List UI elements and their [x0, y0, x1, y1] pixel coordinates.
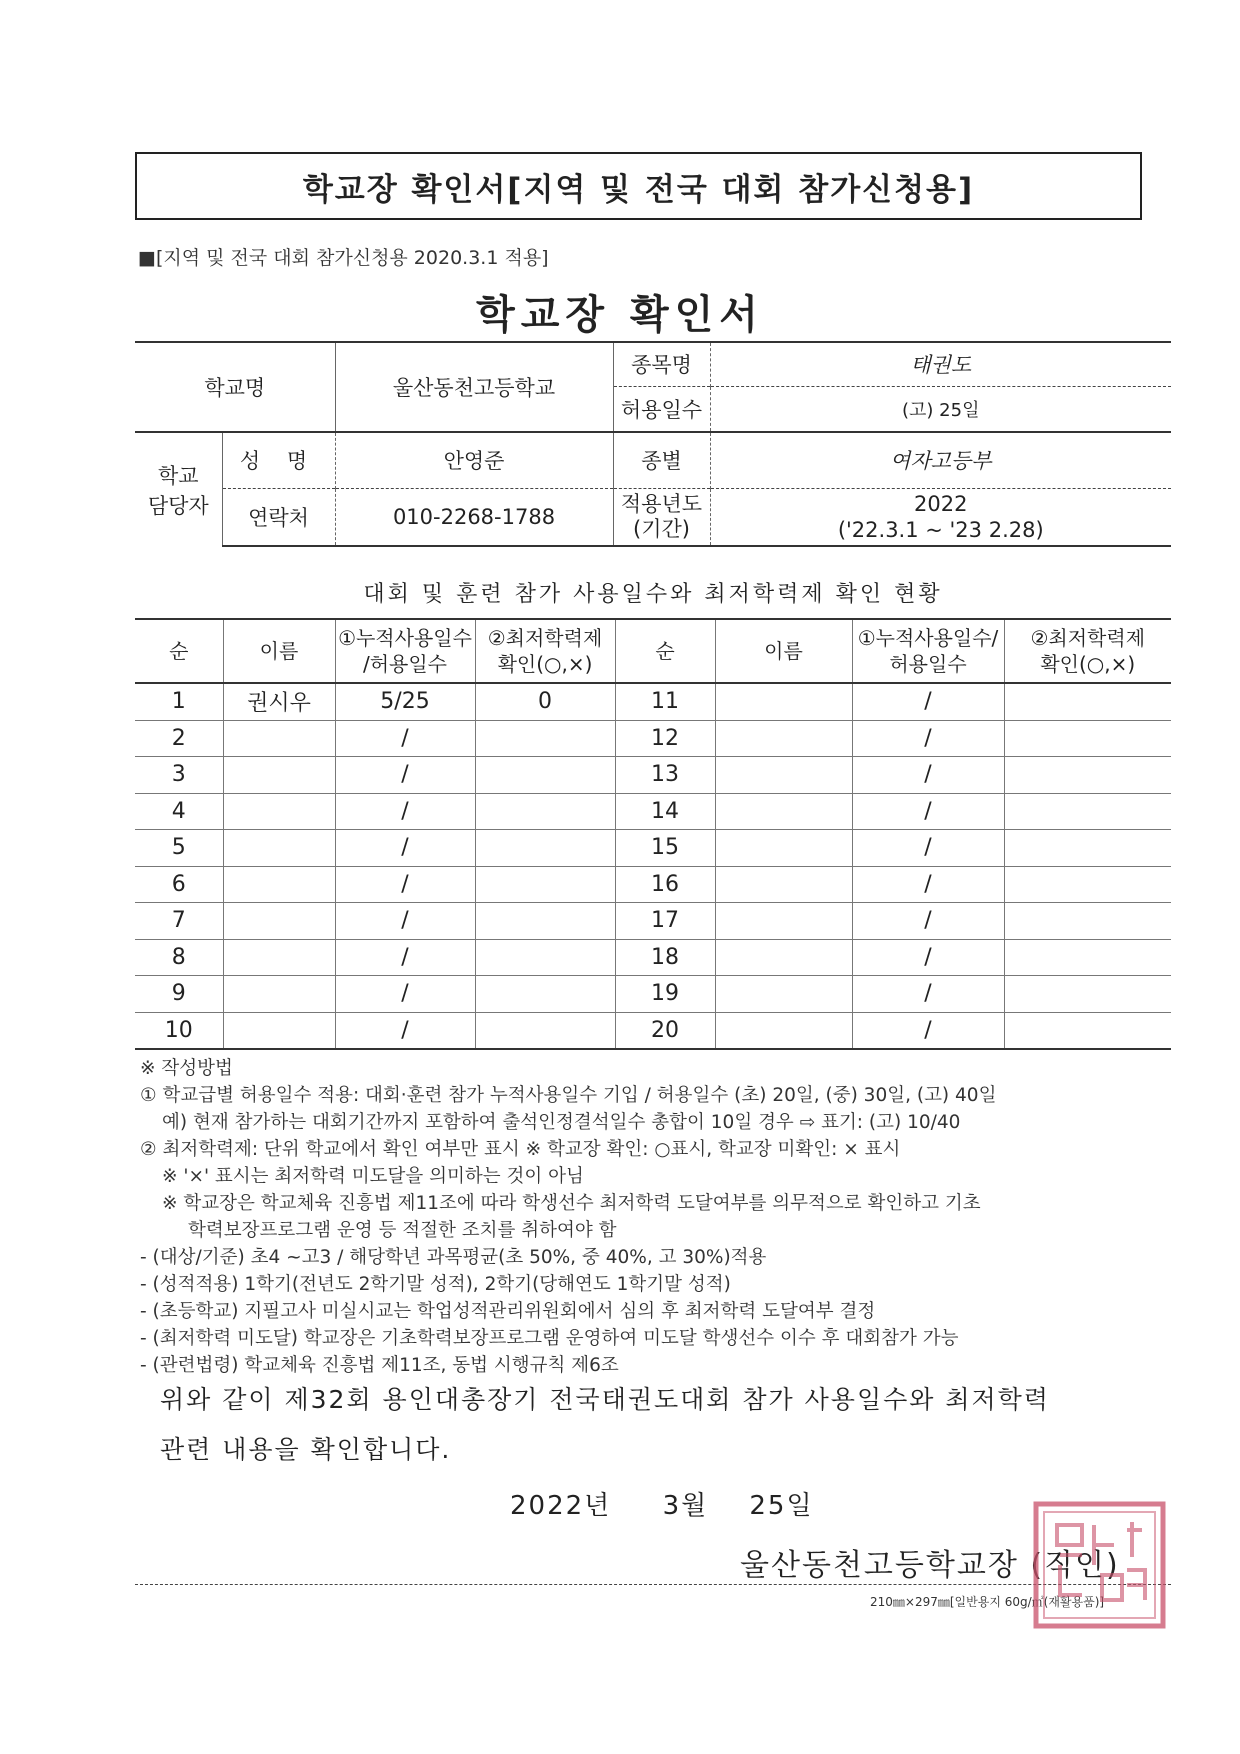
col-min-line1: ②최저학력제 — [487, 626, 603, 650]
year-value-line2: ('22.3.1 ~ '23 2.28) — [837, 517, 1044, 542]
usage-table-header — [135, 619, 1171, 683]
row-no: 1 — [135, 683, 223, 720]
allowed-days-value: (고) 25일 — [710, 386, 1171, 432]
row-min-right — [1004, 976, 1171, 1013]
row-days: / — [335, 903, 475, 940]
row-no-right: 17 — [615, 903, 715, 940]
usage-table — [135, 618, 1171, 1050]
row-name-right — [715, 793, 852, 830]
row-name-right — [715, 903, 852, 940]
instruction-line: - (관련법령) 학교체육 진흥법 제11조, 동법 시행규칙 제6조 — [140, 1355, 619, 1376]
confirmation-statement — [160, 1375, 1160, 1475]
table-row — [135, 830, 1171, 867]
col-min — [475, 619, 615, 683]
row-min — [475, 1012, 615, 1049]
date-day: 25일 — [749, 1491, 814, 1521]
instruction-line: 학력보장프로그램 운영 등 적절한 조치를 취하여야 함 — [188, 1220, 617, 1241]
row-name-right — [715, 683, 852, 720]
school-name-label: 학교명 — [135, 342, 335, 432]
instruction-line: - (대상/기준) 초4 ~고3 / 해당학년 과목평균(초 50%, 중 40%, 고 30%)적용 — [140, 1247, 767, 1268]
row-min-right — [1004, 683, 1171, 720]
row-no: 5 — [135, 830, 223, 867]
row-days: / — [335, 976, 475, 1013]
table-row — [135, 903, 1171, 940]
instruction-line: - (최저학력 미도달) 학교장은 기초학력보장프로그램 운영하여 미도달 학생선수 이수 후 대회참가 가능 — [140, 1328, 959, 1349]
col-min-line2: 확인(○,×) — [497, 652, 593, 676]
row-min-right — [1004, 793, 1171, 830]
table-row — [135, 1012, 1171, 1049]
instruction-line: - (성적적용) 1학기(전년도 2학기말 성적), 2학기(당해연도 1학기말 성적) — [140, 1274, 731, 1295]
event-label: 종목명 — [613, 342, 710, 386]
principal-signature: 울산동천고등학교장 (직인) — [740, 1548, 1120, 1583]
col-min-right-line2: 확인(○,×) — [1040, 652, 1136, 676]
instructions-heading: ※ 작성방법 — [140, 1058, 233, 1079]
school-name-value: 울산동천고등학교 — [335, 342, 613, 432]
table-row — [135, 939, 1171, 976]
row-no: 7 — [135, 903, 223, 940]
row-min-right — [1004, 757, 1171, 794]
row-days: / — [335, 720, 475, 757]
instruction-line: ① 학교급별 허용일수 적용: 대회·훈련 참가 누적사용일수 기입 / 허용일수 (초) 20일, (중) 30일, (고) 40일 — [140, 1085, 997, 1106]
table-row — [135, 683, 1171, 720]
year-label-line1: 적용년도 — [620, 491, 703, 516]
official-seal-stamp — [1032, 1500, 1167, 1630]
row-no-right: 15 — [615, 830, 715, 867]
row-no: 10 — [135, 1012, 223, 1049]
row-no-right: 13 — [615, 757, 715, 794]
page-title: 학교장 확인서 — [476, 292, 764, 338]
contact-value: 010-2268-1788 — [335, 488, 613, 546]
row-days: / — [335, 793, 475, 830]
instruction-line: 예) 현재 참가하는 대회기간까지 포함하여 출석인정결석일수 총합이 10일 경우 ⇨ 표기: (고) 10/40 — [162, 1112, 961, 1133]
row-days: / — [335, 757, 475, 794]
row-days-right: / — [852, 903, 1004, 940]
row-no: 6 — [135, 866, 223, 903]
allowed-days-label: 허용일수 — [613, 386, 710, 432]
col-days-line2: /허용일수 — [362, 652, 448, 676]
row-days: / — [335, 866, 475, 903]
row-name — [223, 720, 335, 757]
row-name-right — [715, 866, 852, 903]
row-name-right — [715, 757, 852, 794]
instruction-line: ② 최저학력제: 단위 학교에서 확인 여부만 표시 ※ 학교장 확인: ○표시, 학교장 미확인: × 표시 — [140, 1139, 901, 1160]
row-days-right: / — [852, 793, 1004, 830]
row-days-right: / — [852, 1012, 1004, 1049]
usage-table-heading: 대회 및 훈련 참가 사용일수와 최저학력제 확인 현황 — [363, 582, 943, 607]
staff-label-line1: 학교 — [157, 463, 199, 488]
event-value: 태권도 — [710, 342, 1171, 386]
date-month: 3월 — [662, 1491, 709, 1521]
row-name: 권시우 — [223, 683, 335, 720]
row-min: 0 — [475, 683, 615, 720]
row-no-right: 16 — [615, 866, 715, 903]
row-min-right — [1004, 830, 1171, 867]
row-no-right: 19 — [615, 976, 715, 1013]
col-days-right-line1: ①누적사용일수/ — [857, 626, 999, 650]
col-min-right-line1: ②최저학력제 — [1030, 626, 1146, 650]
row-days-right: / — [852, 757, 1004, 794]
category-value: 여자고등부 — [710, 432, 1171, 488]
row-no-right: 18 — [615, 939, 715, 976]
table-row — [135, 976, 1171, 1013]
row-min — [475, 793, 615, 830]
row-no-right: 11 — [615, 683, 715, 720]
row-min — [475, 830, 615, 867]
col-days-right — [852, 619, 1004, 683]
instructions — [140, 1055, 1180, 1379]
row-min-right — [1004, 866, 1171, 903]
col-no-right: 순 — [615, 619, 715, 683]
table-row — [135, 757, 1171, 794]
row-name — [223, 793, 335, 830]
issue-date — [510, 1485, 814, 1522]
staff-label — [135, 432, 222, 546]
name-label: 성 명 — [222, 432, 335, 488]
row-min — [475, 720, 615, 757]
row-name-right — [715, 720, 852, 757]
row-min-right — [1004, 903, 1171, 940]
row-name — [223, 830, 335, 867]
row-days-right: / — [852, 720, 1004, 757]
name-value: 안영준 — [335, 432, 613, 488]
col-min-right — [1004, 619, 1171, 683]
row-days-right: / — [852, 976, 1004, 1013]
instruction-line: - (초등학교) 지필고사 미실시교는 학업성적관리위원회에서 심의 후 최저학력 도달여부 결정 — [140, 1301, 876, 1322]
col-name: 이름 — [223, 619, 335, 683]
row-name-right — [715, 1012, 852, 1049]
divider — [135, 1584, 1171, 1585]
row-no-right: 14 — [615, 793, 715, 830]
row-days: / — [335, 830, 475, 867]
row-no: 2 — [135, 720, 223, 757]
row-days-right: / — [852, 939, 1004, 976]
table-row — [135, 793, 1171, 830]
row-min — [475, 757, 615, 794]
year-value — [710, 488, 1171, 546]
row-min — [475, 976, 615, 1013]
row-min-right — [1004, 720, 1171, 757]
table-row — [135, 866, 1171, 903]
staff-label-line2: 담당자 — [147, 493, 209, 518]
document-box-title: 학교장 확인서[지역 및 전국 대회 참가신청용] — [135, 152, 1142, 220]
row-no: 4 — [135, 793, 223, 830]
paper-spec-footer: 210㎜×297㎜[일반용지 60g/㎡(재활용품)] — [870, 1595, 1105, 1609]
row-min — [475, 866, 615, 903]
row-name — [223, 1012, 335, 1049]
col-days-line1: ①누적사용일수 — [338, 626, 472, 650]
instruction-line: ※ 학교장은 학교체육 진흥법 제11조에 따라 학생선수 최저학력 도달여부를 의무적으로 확인하고 기초 — [162, 1193, 981, 1214]
row-days: / — [335, 939, 475, 976]
row-days-right: / — [852, 866, 1004, 903]
instruction-line: ※ '×' 표시는 최저학력 미도달을 의미하는 것이 아님 — [162, 1166, 584, 1187]
row-min — [475, 939, 615, 976]
row-name — [223, 903, 335, 940]
school-info-table — [135, 341, 1171, 547]
applicability-note: ■[지역 및 전국 대회 참가신청용 2020.3.1 적용] — [138, 247, 549, 269]
row-no: 9 — [135, 976, 223, 1013]
row-no: 8 — [135, 939, 223, 976]
row-days: / — [335, 1012, 475, 1049]
row-name — [223, 976, 335, 1013]
col-days — [335, 619, 475, 683]
year-value-line1: 2022 — [914, 491, 968, 516]
col-no: 순 — [135, 619, 223, 683]
col-name-right: 이름 — [715, 619, 852, 683]
row-no-right: 20 — [615, 1012, 715, 1049]
row-min-right — [1004, 939, 1171, 976]
year-label-line2: (기간) — [633, 516, 690, 541]
confirmation-line1: 위와 같이 제32회 용인대총장기 전국태권도대회 참가 사용일수와 최저학력 — [160, 1385, 1050, 1414]
table-row — [135, 720, 1171, 757]
row-min-right — [1004, 1012, 1171, 1049]
row-days-right: / — [852, 830, 1004, 867]
year-label — [613, 488, 710, 546]
row-no: 3 — [135, 757, 223, 794]
row-name-right — [715, 830, 852, 867]
confirmation-line2: 관련 내용을 확인합니다. — [160, 1435, 452, 1464]
col-days-right-line2: 허용일수 — [889, 652, 967, 676]
row-name — [223, 757, 335, 794]
row-days: 5/25 — [335, 683, 475, 720]
contact-label: 연락처 — [222, 488, 335, 546]
row-days-right: / — [852, 683, 1004, 720]
row-name-right — [715, 939, 852, 976]
date-year: 2022년 — [510, 1491, 612, 1521]
row-name — [223, 939, 335, 976]
row-name — [223, 866, 335, 903]
category-label: 종별 — [613, 432, 710, 488]
row-no-right: 12 — [615, 720, 715, 757]
row-min — [475, 903, 615, 940]
row-name-right — [715, 976, 852, 1013]
